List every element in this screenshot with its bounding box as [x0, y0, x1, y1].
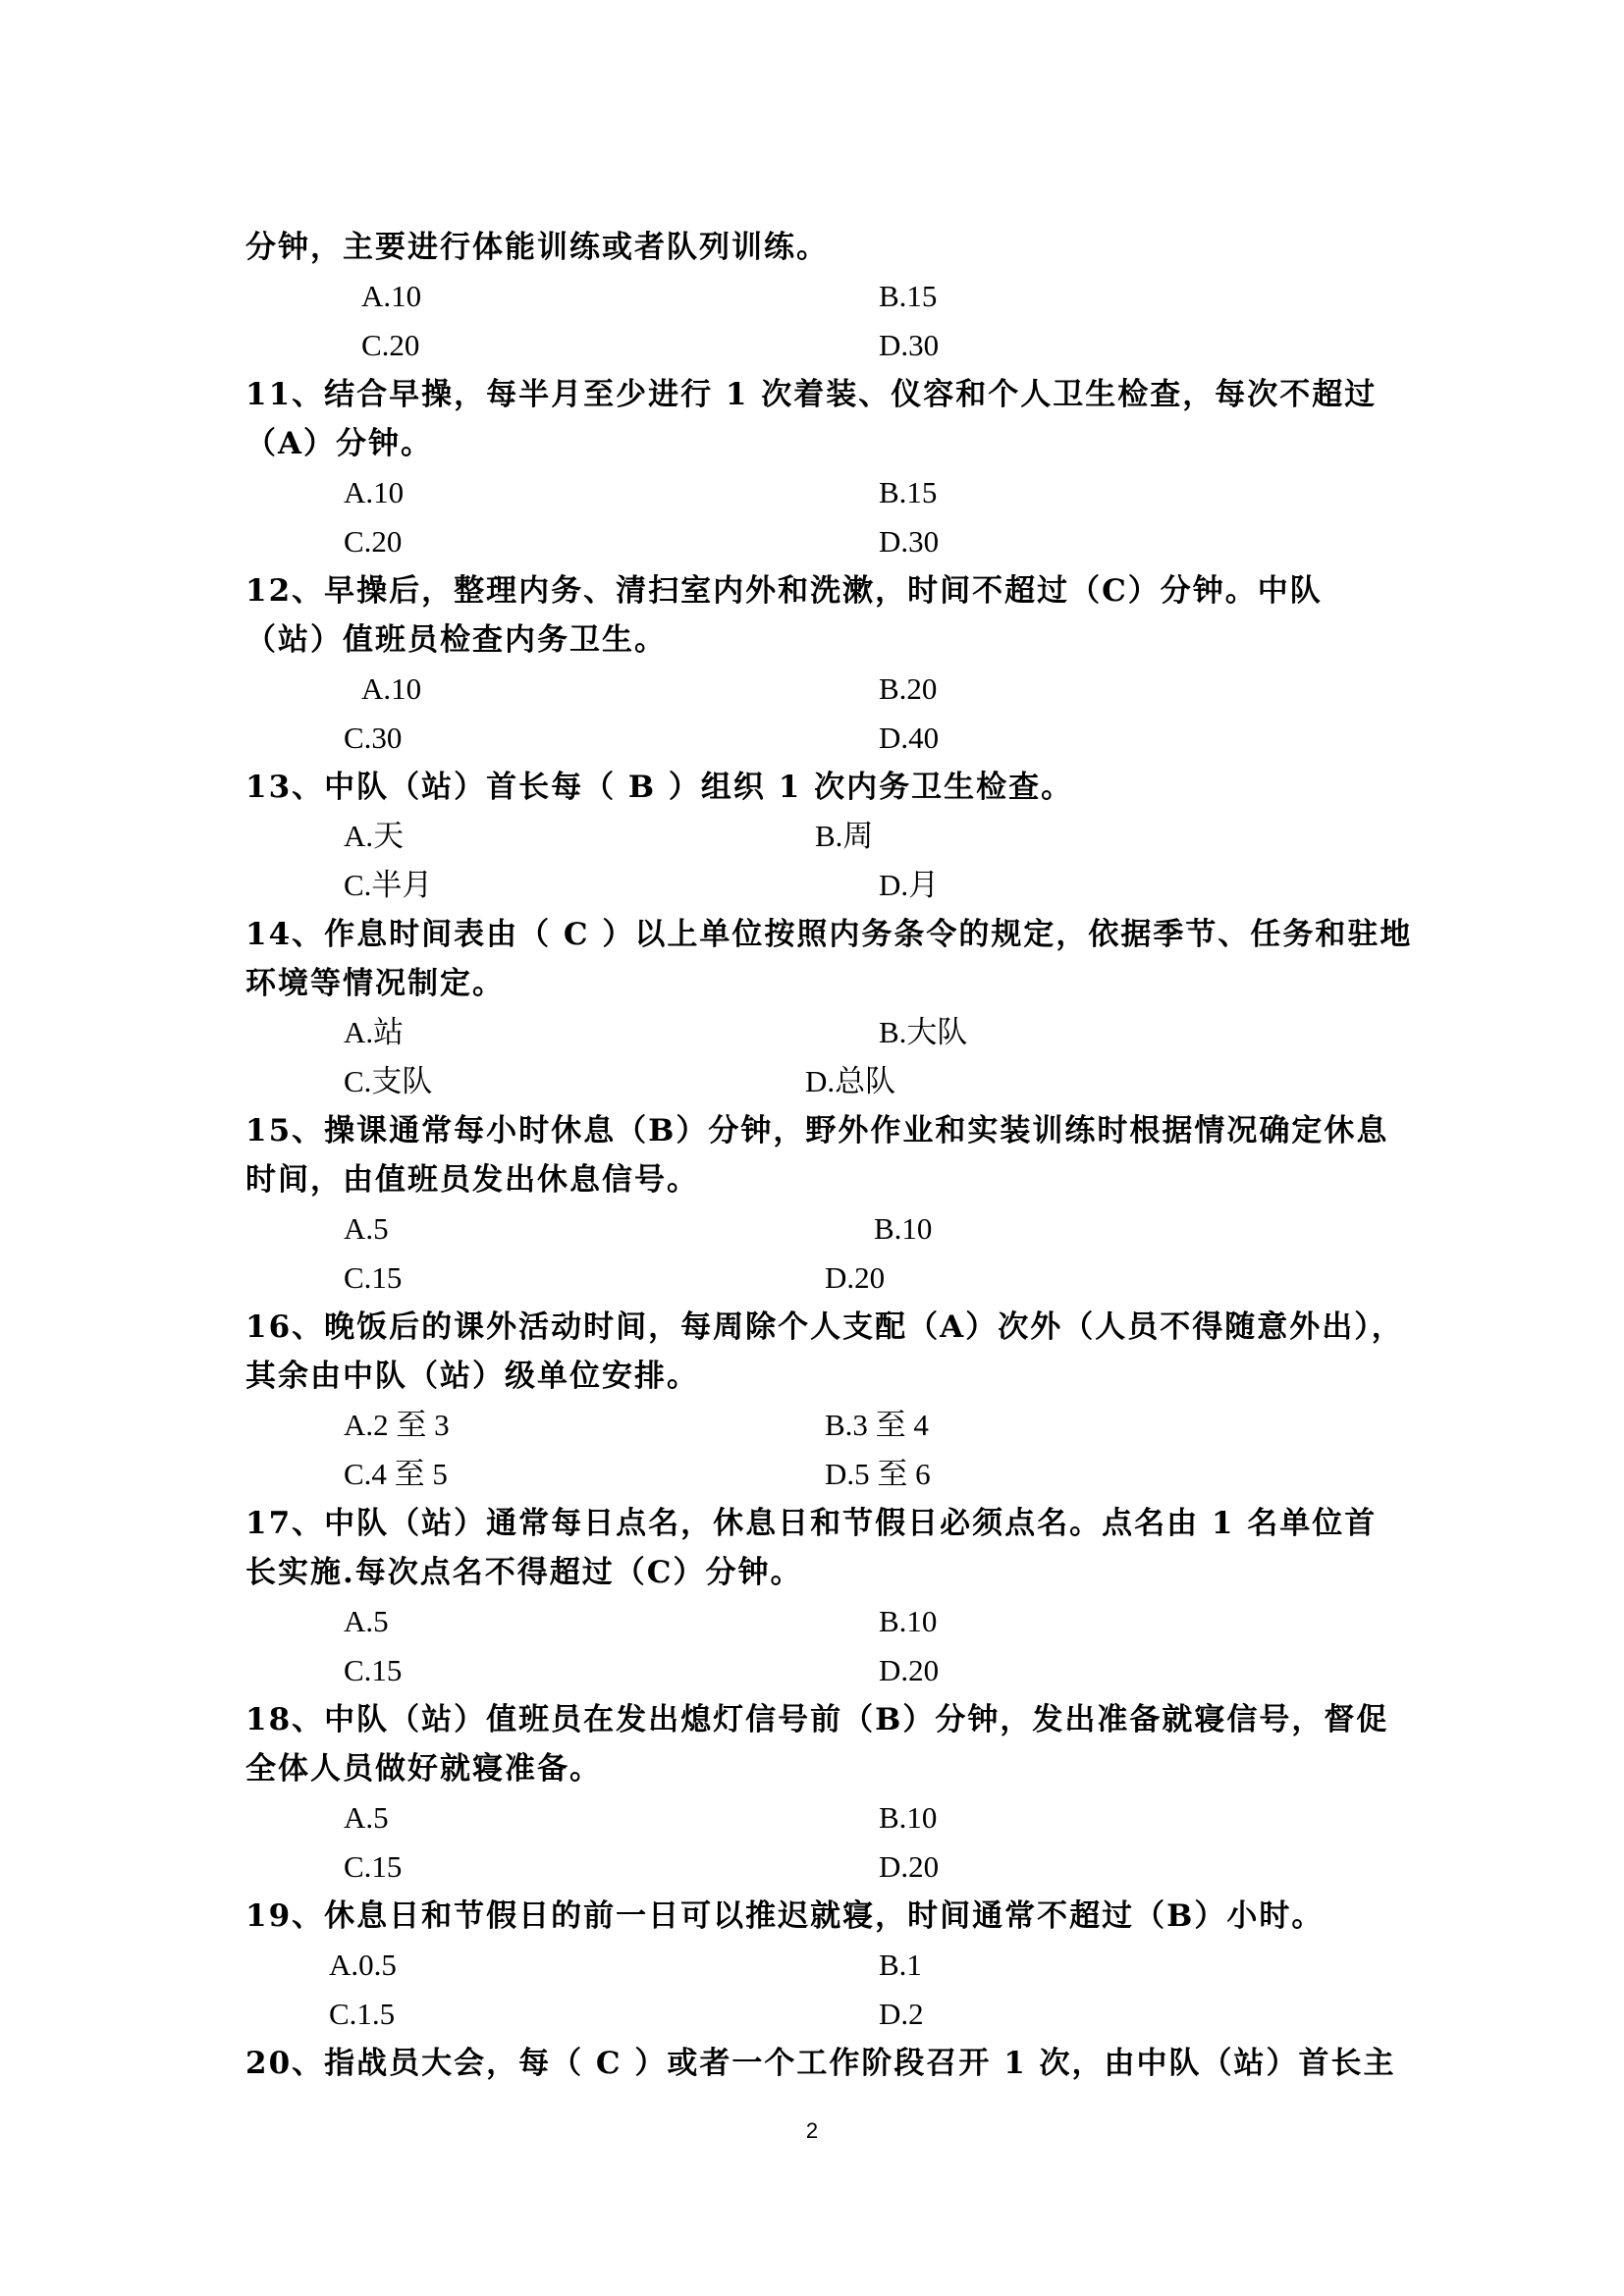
answer-option: A.5	[344, 1800, 389, 1835]
question-line: 17、中队（站）通常每日点名，休息日和节假日必须点名。点名由 1 名单位首	[245, 1506, 1378, 1541]
answer-option: C.20	[344, 524, 403, 559]
answer-option: D.20	[879, 1849, 940, 1884]
question-line: 15、操课通常每小时休息（B）分钟，野外作业和实装训练时根据情况确定休息	[245, 1113, 1389, 1148]
answer-option: D.30	[879, 328, 940, 362]
question-line: 环境等情况制定。	[245, 966, 505, 1001]
answer-option: D.月	[879, 868, 940, 902]
answer-option: A.10	[361, 671, 422, 706]
question-line: 19、休息日和节假日的前一日可以推迟就寝，时间通常不超过（B）小时。	[245, 1898, 1325, 1934]
page-number: 2	[805, 2118, 819, 2143]
answer-option: D.2	[879, 1997, 924, 2031]
answer-option: C.4 至 5	[344, 1457, 448, 1491]
answer-option: B.周	[815, 819, 874, 853]
answer-option: C.支队	[344, 1064, 433, 1098]
answer-option: D.40	[879, 721, 940, 755]
question-line: 20、指战员大会，每（ C ）或者一个工作阶段召开 1 次，由中队（站）首长主	[245, 2046, 1396, 2081]
answer-option: A.天	[344, 819, 405, 853]
answer-option: B.10	[879, 1800, 938, 1835]
question-line: （站）值班员检查内务卫生。	[245, 622, 667, 658]
answer-option: B.15	[879, 475, 938, 509]
question-line: 全体人员做好就寝准备。	[245, 1751, 602, 1787]
question-line: 12、早操后，整理内务、清扫室内外和洗漱，时间不超过（C）分钟。中队	[245, 573, 1323, 609]
question-line: 14、作息时间表由（ C ）以上单位按照内务条令的规定，依据季节、任务和驻地	[245, 917, 1413, 952]
answer-option: A.10	[361, 279, 422, 313]
question-line: 分钟，主要进行体能训练或者队列训练。	[245, 230, 829, 265]
answer-option: C.半月	[344, 868, 433, 902]
question-line: 16、晚饭后的课外活动时间，每周除个人支配（A）次外（人员不得随意外出），	[245, 1309, 1404, 1345]
answer-option: C.15	[344, 1653, 403, 1687]
answer-option: B.1	[879, 1948, 922, 1982]
answer-option: B.15	[879, 279, 938, 313]
answer-option: D.5 至 6	[825, 1457, 931, 1491]
answer-option: B.10	[874, 1211, 933, 1246]
answer-option: C.1.5	[329, 1997, 396, 2031]
question-line: （A）分钟。	[245, 426, 434, 461]
answer-option: D.总队	[805, 1064, 896, 1098]
answer-option: D.20	[825, 1260, 886, 1295]
question-line: 其余由中队（站）级单位安排。	[245, 1359, 699, 1394]
answer-option: A.0.5	[329, 1948, 397, 1982]
answer-option: A.10	[344, 475, 405, 509]
answer-option: D.20	[879, 1653, 940, 1687]
answer-option: B.大队	[879, 1015, 968, 1049]
answer-option: C.15	[344, 1849, 403, 1884]
question-line: 时间，由值班员发出休息信号。	[245, 1162, 699, 1198]
answer-option: A.2 至 3	[344, 1408, 450, 1442]
answer-option: B.10	[879, 1604, 938, 1638]
answer-option: A.5	[344, 1211, 389, 1246]
question-line: 11、结合早操，每半月至少进行 1 次着装、仪容和个人卫生检查，每次不超过	[245, 377, 1378, 412]
answer-option: B.20	[879, 671, 938, 706]
answer-option: C.20	[361, 328, 420, 362]
answer-option: D.30	[879, 524, 940, 559]
answer-option: C.30	[344, 721, 403, 755]
answer-option: C.15	[344, 1260, 403, 1295]
question-line: 18、中队（站）值班员在发出熄灯信号前（B）分钟，发出准备就寝信号，督促	[245, 1702, 1389, 1737]
question-line: 长实施.每次点名不得超过（C）分钟。	[245, 1555, 803, 1590]
question-line: 13、中队（站）首长每（ B ）组织 1 次内务卫生检查。	[245, 770, 1074, 805]
answer-option: A.5	[344, 1604, 389, 1638]
answer-option: B.3 至 4	[825, 1408, 929, 1442]
answer-option: A.站	[344, 1015, 405, 1049]
